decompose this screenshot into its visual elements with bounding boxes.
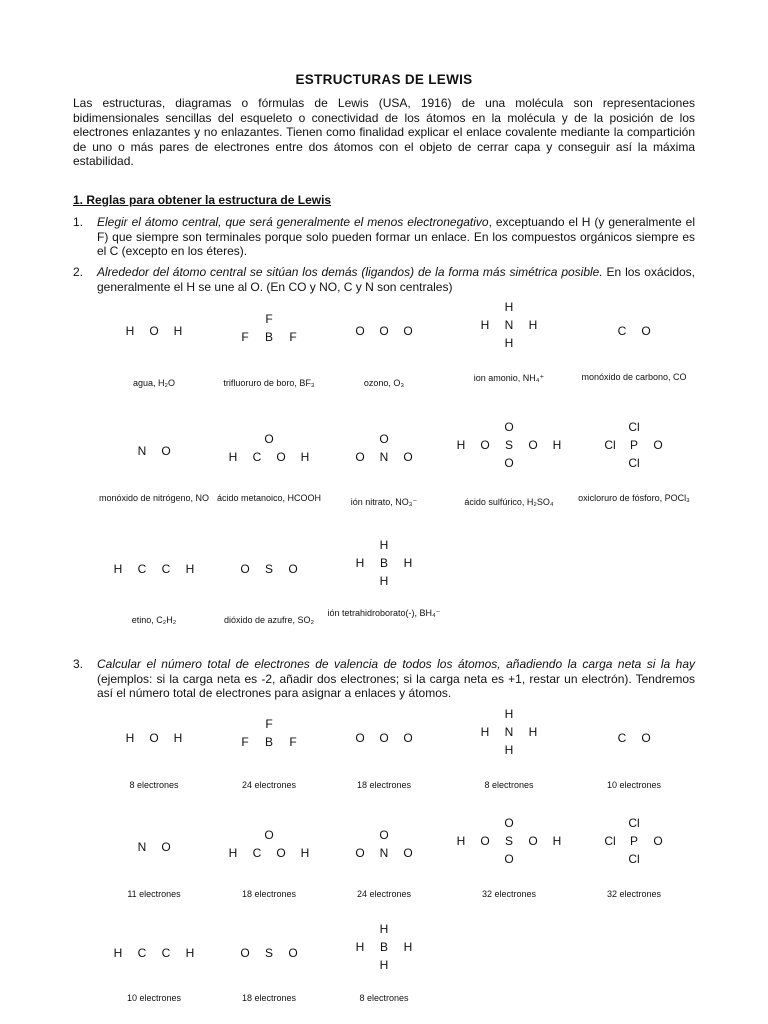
atom-symbol: O (403, 846, 413, 860)
formula-row (106, 944, 202, 962)
atom-symbol: H (480, 725, 490, 739)
rule2-formula-so2 (204, 560, 334, 578)
atom-symbol: O (276, 846, 286, 860)
atom-symbol: B (264, 330, 273, 344)
atom-symbol: O (528, 438, 538, 452)
formula-row (449, 832, 569, 850)
rule3-formula-hcooh (204, 826, 334, 862)
atom-symbol: O (480, 834, 490, 848)
atom-symbol: H (228, 846, 238, 860)
rule3-caption-no: 11 electrones (127, 889, 181, 899)
formula-row (257, 715, 281, 733)
formula-row (610, 729, 658, 747)
atom-symbol: O (264, 828, 274, 842)
atom-symbol: H (528, 725, 538, 739)
atom-symbol: O (149, 731, 159, 745)
atom-symbol: H (504, 707, 514, 721)
formula-row (221, 448, 317, 466)
atom-symbol: O (149, 324, 159, 338)
rule-1-number: 1. (73, 215, 84, 229)
intro-paragraph: Las estructuras, diagramas o fórmulas de Lewis (USA, 1916) de una molécula son representaciones bidimensionales sencillas del esqueleto o conectividad de los átomos en la molécula y de la posición de los electrones enlazantes y no enlazantes. Tienen como finalidad explicar el enlace covalente mediante la compartición de uno o más pares de electrones entre dos átomos con el objeto de cerrar capa y conseguir así la máxima estabilidad. (73, 96, 695, 168)
atom-symbol: N (137, 444, 147, 458)
atom-symbol: F (265, 312, 273, 326)
rule2-formula-pocl3 (569, 418, 699, 472)
rule3-caption-co: 10 electrones (606, 780, 662, 790)
rule2-formula-bh4 (319, 536, 449, 590)
atom-symbol: H (456, 834, 466, 848)
atom-symbol: H (403, 556, 413, 570)
formula-row (372, 956, 396, 974)
atom-symbol: H (125, 731, 135, 745)
atom-symbol: O (653, 834, 663, 848)
atom-symbol: Cl (628, 456, 640, 470)
rule2-caption-h2so4: ácido sulfúrico, H₂SO₄ (464, 497, 554, 507)
atom-symbol: H (228, 450, 238, 464)
rule3-caption-h2so4: 32 electrones (481, 889, 537, 899)
atom-symbol: O (288, 946, 298, 960)
atom-symbol: H (185, 562, 195, 576)
formula-row (348, 322, 420, 340)
atom-symbol: B (264, 735, 273, 749)
rule3-caption-ozone: 18 electrones (356, 780, 412, 790)
rule2-caption-co: monóxido de carbono, CO (581, 372, 687, 382)
rule3-caption-bf3: 24 electrones (241, 780, 297, 790)
atom-symbol: H (113, 562, 123, 576)
atom-symbol: Cl (628, 852, 640, 866)
rule2-caption-hcooh: ácido metanoico, HCOOH (216, 493, 322, 503)
rule-2-text: En los oxácidos, generalmente el H se une al O. (En CO y NO, C y N son centrales) (97, 265, 695, 294)
rule3-formula-co (569, 729, 699, 747)
atom-symbol: O (379, 828, 389, 842)
atom-symbol: O (653, 438, 663, 452)
formula-row (622, 418, 646, 436)
rule2-formula-bf3 (204, 310, 334, 346)
rule-2-italic: Alrededor del átomo central se sitúan los demás (ligandos) de la forma más simétrica posible. (97, 265, 603, 279)
rule2-caption-water: agua, H₂O (132, 378, 176, 388)
atom-symbol: O (161, 444, 171, 458)
formula-row (348, 938, 420, 956)
atom-symbol: F (289, 330, 297, 344)
atom-symbol: B (379, 556, 388, 570)
atom-symbol: Cl (628, 420, 640, 434)
atom-symbol: F (265, 717, 273, 731)
atom-symbol: H (379, 958, 389, 972)
atom-symbol: N (504, 725, 514, 739)
page-title: ESTRUCTURAS DE LEWIS (295, 72, 473, 87)
atom-symbol: O (379, 324, 389, 338)
rule-1-text: , exceptuando el H (y generalmente el F) que siempre son terminales porque solo pueden formar un enlace. En los compuestos orgánicos siempre es el C (excepto en los éteres). (97, 215, 695, 258)
atom-symbol: H (125, 324, 135, 338)
formula-row (348, 448, 420, 466)
formula-row (497, 814, 521, 832)
atom-symbol: H (173, 731, 183, 745)
formula-row (257, 310, 281, 328)
atom-symbol: H (504, 336, 514, 350)
atom-symbol: O (641, 731, 651, 745)
rule3-caption-pocl3: 32 electrones (606, 889, 662, 899)
atom-symbol: O (480, 438, 490, 452)
rule3-formula-nh4 (444, 705, 574, 759)
rule3-formula-no (89, 838, 219, 856)
rule3-formula-bf3 (204, 715, 334, 751)
atom-symbol: O (504, 456, 514, 470)
atom-symbol: H (379, 538, 389, 552)
atom-symbol: O (355, 450, 365, 464)
formula-row (372, 920, 396, 938)
rule2-formula-water (89, 322, 219, 340)
atom-symbol: O (355, 846, 365, 860)
formula-row (233, 944, 305, 962)
formula-row (233, 560, 305, 578)
rule3-caption-bh4: 8 electrones (359, 993, 409, 1003)
rule3-formula-no3 (319, 826, 449, 862)
atom-symbol: H (480, 318, 490, 332)
atom-symbol: S (264, 946, 273, 960)
rule2-caption-bf3: trifluoruro de boro, BF₃ (223, 378, 315, 388)
rule-2 (73, 265, 695, 294)
atom-symbol: O (276, 450, 286, 464)
rule2-formula-co (569, 322, 699, 340)
rule3-caption-water: 8 electrones (129, 780, 179, 790)
atom-symbol: H (355, 940, 365, 954)
atom-symbol: P (629, 834, 638, 848)
atom-symbol: O (240, 946, 250, 960)
formula-row (348, 554, 420, 572)
rule-3-number: 3. (73, 657, 84, 671)
atom-symbol: N (379, 846, 389, 860)
rule-2-number: 2. (73, 265, 84, 279)
rule2-formula-ozone (319, 322, 449, 340)
rule-1 (73, 215, 695, 259)
rule2-formula-h2so4 (444, 418, 574, 472)
atom-symbol: H (173, 324, 183, 338)
atom-symbol: O (161, 840, 171, 854)
formula-row (233, 733, 305, 751)
atom-symbol: O (355, 324, 365, 338)
atom-symbol: O (504, 816, 514, 830)
atom-symbol: C (161, 562, 171, 576)
atom-symbol: Cl (628, 816, 640, 830)
atom-symbol: C (137, 946, 147, 960)
atom-symbol: N (504, 318, 514, 332)
formula-row (372, 430, 396, 448)
atom-symbol: F (241, 735, 249, 749)
atom-symbol: H (300, 846, 310, 860)
rule2-formula-no3 (319, 430, 449, 466)
formula-row (622, 850, 646, 868)
formula-row (233, 328, 305, 346)
formula-row (130, 838, 178, 856)
atom-symbol: P (629, 438, 638, 452)
atom-symbol: O (504, 420, 514, 434)
atom-symbol: H (552, 834, 562, 848)
formula-row (598, 832, 670, 850)
rule3-caption-no3: 24 electrones (356, 889, 412, 899)
rule2-caption-bh4: ión tetrahidroborato(-), BH₄⁻ (327, 608, 441, 618)
atom-symbol: S (504, 438, 513, 452)
rule2-caption-no: monóxido de nitrógeno, NO (98, 493, 210, 503)
formula-row (221, 844, 317, 862)
atom-symbol: C (137, 562, 147, 576)
atom-symbol: C (161, 946, 171, 960)
formula-row (497, 850, 521, 868)
rule3-formula-h2so4 (444, 814, 574, 868)
rule3-caption-nh4: 8 electrones (484, 780, 534, 790)
formula-row (372, 826, 396, 844)
rule3-caption-c2h2: 10 electrones (126, 993, 182, 1003)
rule3-caption-so2: 18 electrones (241, 993, 297, 1003)
formula-row (130, 442, 178, 460)
rule2-formula-hcooh (204, 430, 334, 466)
rule3-formula-so2 (204, 944, 334, 962)
formula-row (118, 322, 190, 340)
atom-symbol: O (641, 324, 651, 338)
rule3-formula-c2h2 (89, 944, 219, 962)
atom-symbol: F (289, 735, 297, 749)
atom-symbol: C (617, 324, 627, 338)
atom-symbol: C (252, 450, 262, 464)
atom-symbol: H (504, 300, 514, 314)
rule2-caption-pocl3: oxicloruro de fósforo, POCl₃ (578, 493, 690, 503)
formula-row (622, 814, 646, 832)
formula-row (497, 298, 521, 316)
atom-symbol: H (379, 574, 389, 588)
atom-symbol: O (504, 852, 514, 866)
formula-row (497, 705, 521, 723)
atom-symbol: Cl (604, 438, 616, 452)
formula-row (257, 430, 281, 448)
formula-row (106, 560, 202, 578)
atom-symbol: H (185, 946, 195, 960)
formula-row (348, 844, 420, 862)
atom-symbol: C (252, 846, 262, 860)
atom-symbol: O (379, 432, 389, 446)
formula-row (473, 723, 545, 741)
atom-symbol: S (504, 834, 513, 848)
atom-symbol: O (355, 731, 365, 745)
atom-symbol: O (264, 432, 274, 446)
atom-symbol: H (379, 922, 389, 936)
formula-row (372, 572, 396, 590)
atom-symbol: Cl (604, 834, 616, 848)
atom-symbol: H (552, 438, 562, 452)
rule2-caption-so2: dióxido de azufre, SO₂ (223, 615, 315, 625)
formula-row (610, 322, 658, 340)
atom-symbol: O (379, 731, 389, 745)
formula-row (497, 454, 521, 472)
rule3-caption-hcooh: 18 electrones (241, 889, 297, 899)
rule3-formula-water (89, 729, 219, 747)
rule2-formula-no (89, 442, 219, 460)
atom-symbol: H (355, 556, 365, 570)
formula-row (449, 436, 569, 454)
atom-symbol: H (113, 946, 123, 960)
formula-row (372, 536, 396, 554)
formula-row (497, 418, 521, 436)
atom-symbol: O (403, 324, 413, 338)
rule2-caption-nh4: ion amonio, NH₄⁺ (473, 373, 545, 383)
rule3-formula-ozone (319, 729, 449, 747)
formula-row (598, 436, 670, 454)
rule3-formula-pocl3 (569, 814, 699, 868)
rule-3 (73, 657, 695, 701)
atom-symbol: F (241, 330, 249, 344)
atom-symbol: H (504, 743, 514, 757)
rule-3-text: (ejemplos: si la carga neta es -2, añadir dos electrones; si la carga neta es +1, restar un electrón). Tendremos así el número total de electrones para asignar a enlaces y átomos. (97, 671, 695, 700)
formula-row (118, 729, 190, 747)
formula-row (348, 729, 420, 747)
atom-symbol: B (379, 940, 388, 954)
rule-1-italic: Elegir el átomo central, que será generalmente el menos electronegativo (97, 215, 489, 229)
rule2-caption-no3: ión nitrato, NO₃⁻ (350, 497, 418, 507)
atom-symbol: O (403, 731, 413, 745)
atom-symbol: O (403, 450, 413, 464)
section-heading: 1. Reglas para obtener la estructura de Lewis (73, 193, 332, 207)
formula-row (257, 826, 281, 844)
rule3-formula-bh4 (319, 920, 449, 974)
formula-row (497, 334, 521, 352)
formula-row (473, 316, 545, 334)
atom-symbol: O (288, 562, 298, 576)
atom-symbol: H (456, 438, 466, 452)
atom-symbol: C (617, 731, 627, 745)
atom-symbol: H (403, 940, 413, 954)
atom-symbol: N (379, 450, 389, 464)
rule2-formula-c2h2 (89, 560, 219, 578)
rule2-formula-nh4 (444, 298, 574, 352)
atom-symbol: O (240, 562, 250, 576)
formula-row (622, 454, 646, 472)
atom-symbol: O (528, 834, 538, 848)
rule2-caption-ozone: ozono, O₃ (363, 378, 405, 388)
atom-symbol: H (528, 318, 538, 332)
rule2-caption-c2h2: etino, C₂H₂ (131, 615, 177, 625)
atom-symbol: H (300, 450, 310, 464)
atom-symbol: N (137, 840, 147, 854)
atom-symbol: S (264, 562, 273, 576)
rule-3-italic: Calcular el número total de electrones de valencia de todos los átomos, añadiendo la carga neta si la hay (97, 657, 695, 671)
formula-row (497, 741, 521, 759)
